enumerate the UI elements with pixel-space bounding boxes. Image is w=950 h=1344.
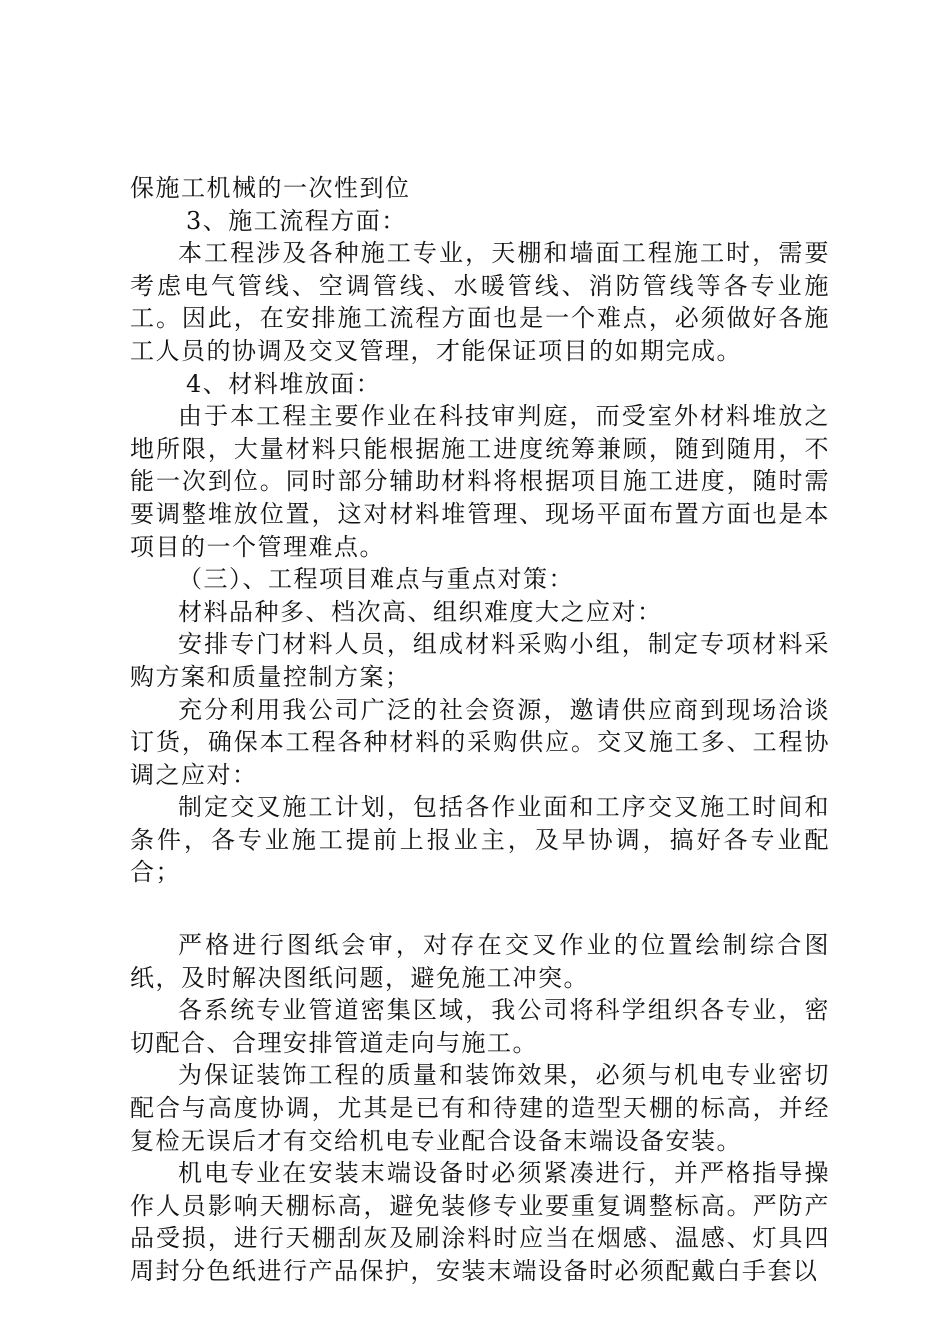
section-heading-countermeasures: （三）、工程项目难点与重点对策：: [178, 565, 574, 594]
paragraph-cross-construction-plan: 制定交叉施工计划，包括各作业面和工序交叉施工时间和条件，各专业施工提前上报业主，及早协调，搞好各专业配合；: [130, 793, 830, 887]
paragraph-continuation: 保施工机械的一次性到位: [130, 174, 411, 202]
paragraph-pipe-area: 各系统专业管道密集区域，我公司将科学组织各专业，密切配合、合理安排管道走向与施工。: [130, 996, 830, 1057]
paragraph-construction-flow: 本工程涉及各种施工专业，天棚和墙面工程施工时，需要考虑电气管线、空调管线、水暖管线、消防管线等各专业施工。因此，在安排施工流程方面也是一个难点，必须做好各施工人员的协调及交叉管理，才能保证项目的如期完成。: [130, 239, 830, 365]
paragraph-quality-coordination: 为保证装饰工程的质量和装饰效果，必须与机电专业密切配合与高度协调，尤其是已有和待建的造型天棚的标高，并经复检无误后才有交给机电专业配合设备末端设备安装。: [130, 1061, 830, 1155]
paragraph-social-resources: 充分利用我公司广泛的社会资源，邀请供应商到现场洽谈订货，确保本工程各种材料的采购供应。交叉施工多、工程协调之应对：: [130, 695, 830, 789]
section-heading-construction-flow: 3、施工流程方面：: [186, 206, 407, 235]
paragraph-material-storage: 由于本工程主要作业在科技审判庭，而受室外材料堆放之地所限，大量材料只能根据施工进度统筹兼顾，随到随用，不能一次到位。同时部分辅助材料将根据项目施工进度，随时需要调整堆放位置，这对材料堆管理、现场平面布置方面也是本项目的一个管理难点。: [130, 402, 830, 561]
paragraph-mep-installation: 机电专业在安装末端设备时必须紧凑进行，并严格指导操作人员影响天棚标高，避免装修专业要重复调整标高。严防产品受损，进行天棚刮灰及刷涂料时应当在烟感、温感、灯具四周封分色纸进行产品保护，安装末端设备时必须配戴白手套以: [130, 1159, 830, 1285]
subheading-material-variety: 材料品种多、档次高、组织难度大之应对：: [178, 597, 663, 626]
paragraph-material-team: 安排专门材料人员，组成材料采购小组，制定专项材料采购方案和质量控制方案；: [130, 630, 830, 691]
paragraph-drawing-review: 严格进行图纸会审，对存在交叉作业的位置绘制综合图纸，及时解决图纸问题，避免施工冲突。: [130, 931, 830, 992]
document-body: [130, 172, 830, 1288]
section-heading-material-storage: 4、材料堆放面：: [186, 369, 382, 398]
